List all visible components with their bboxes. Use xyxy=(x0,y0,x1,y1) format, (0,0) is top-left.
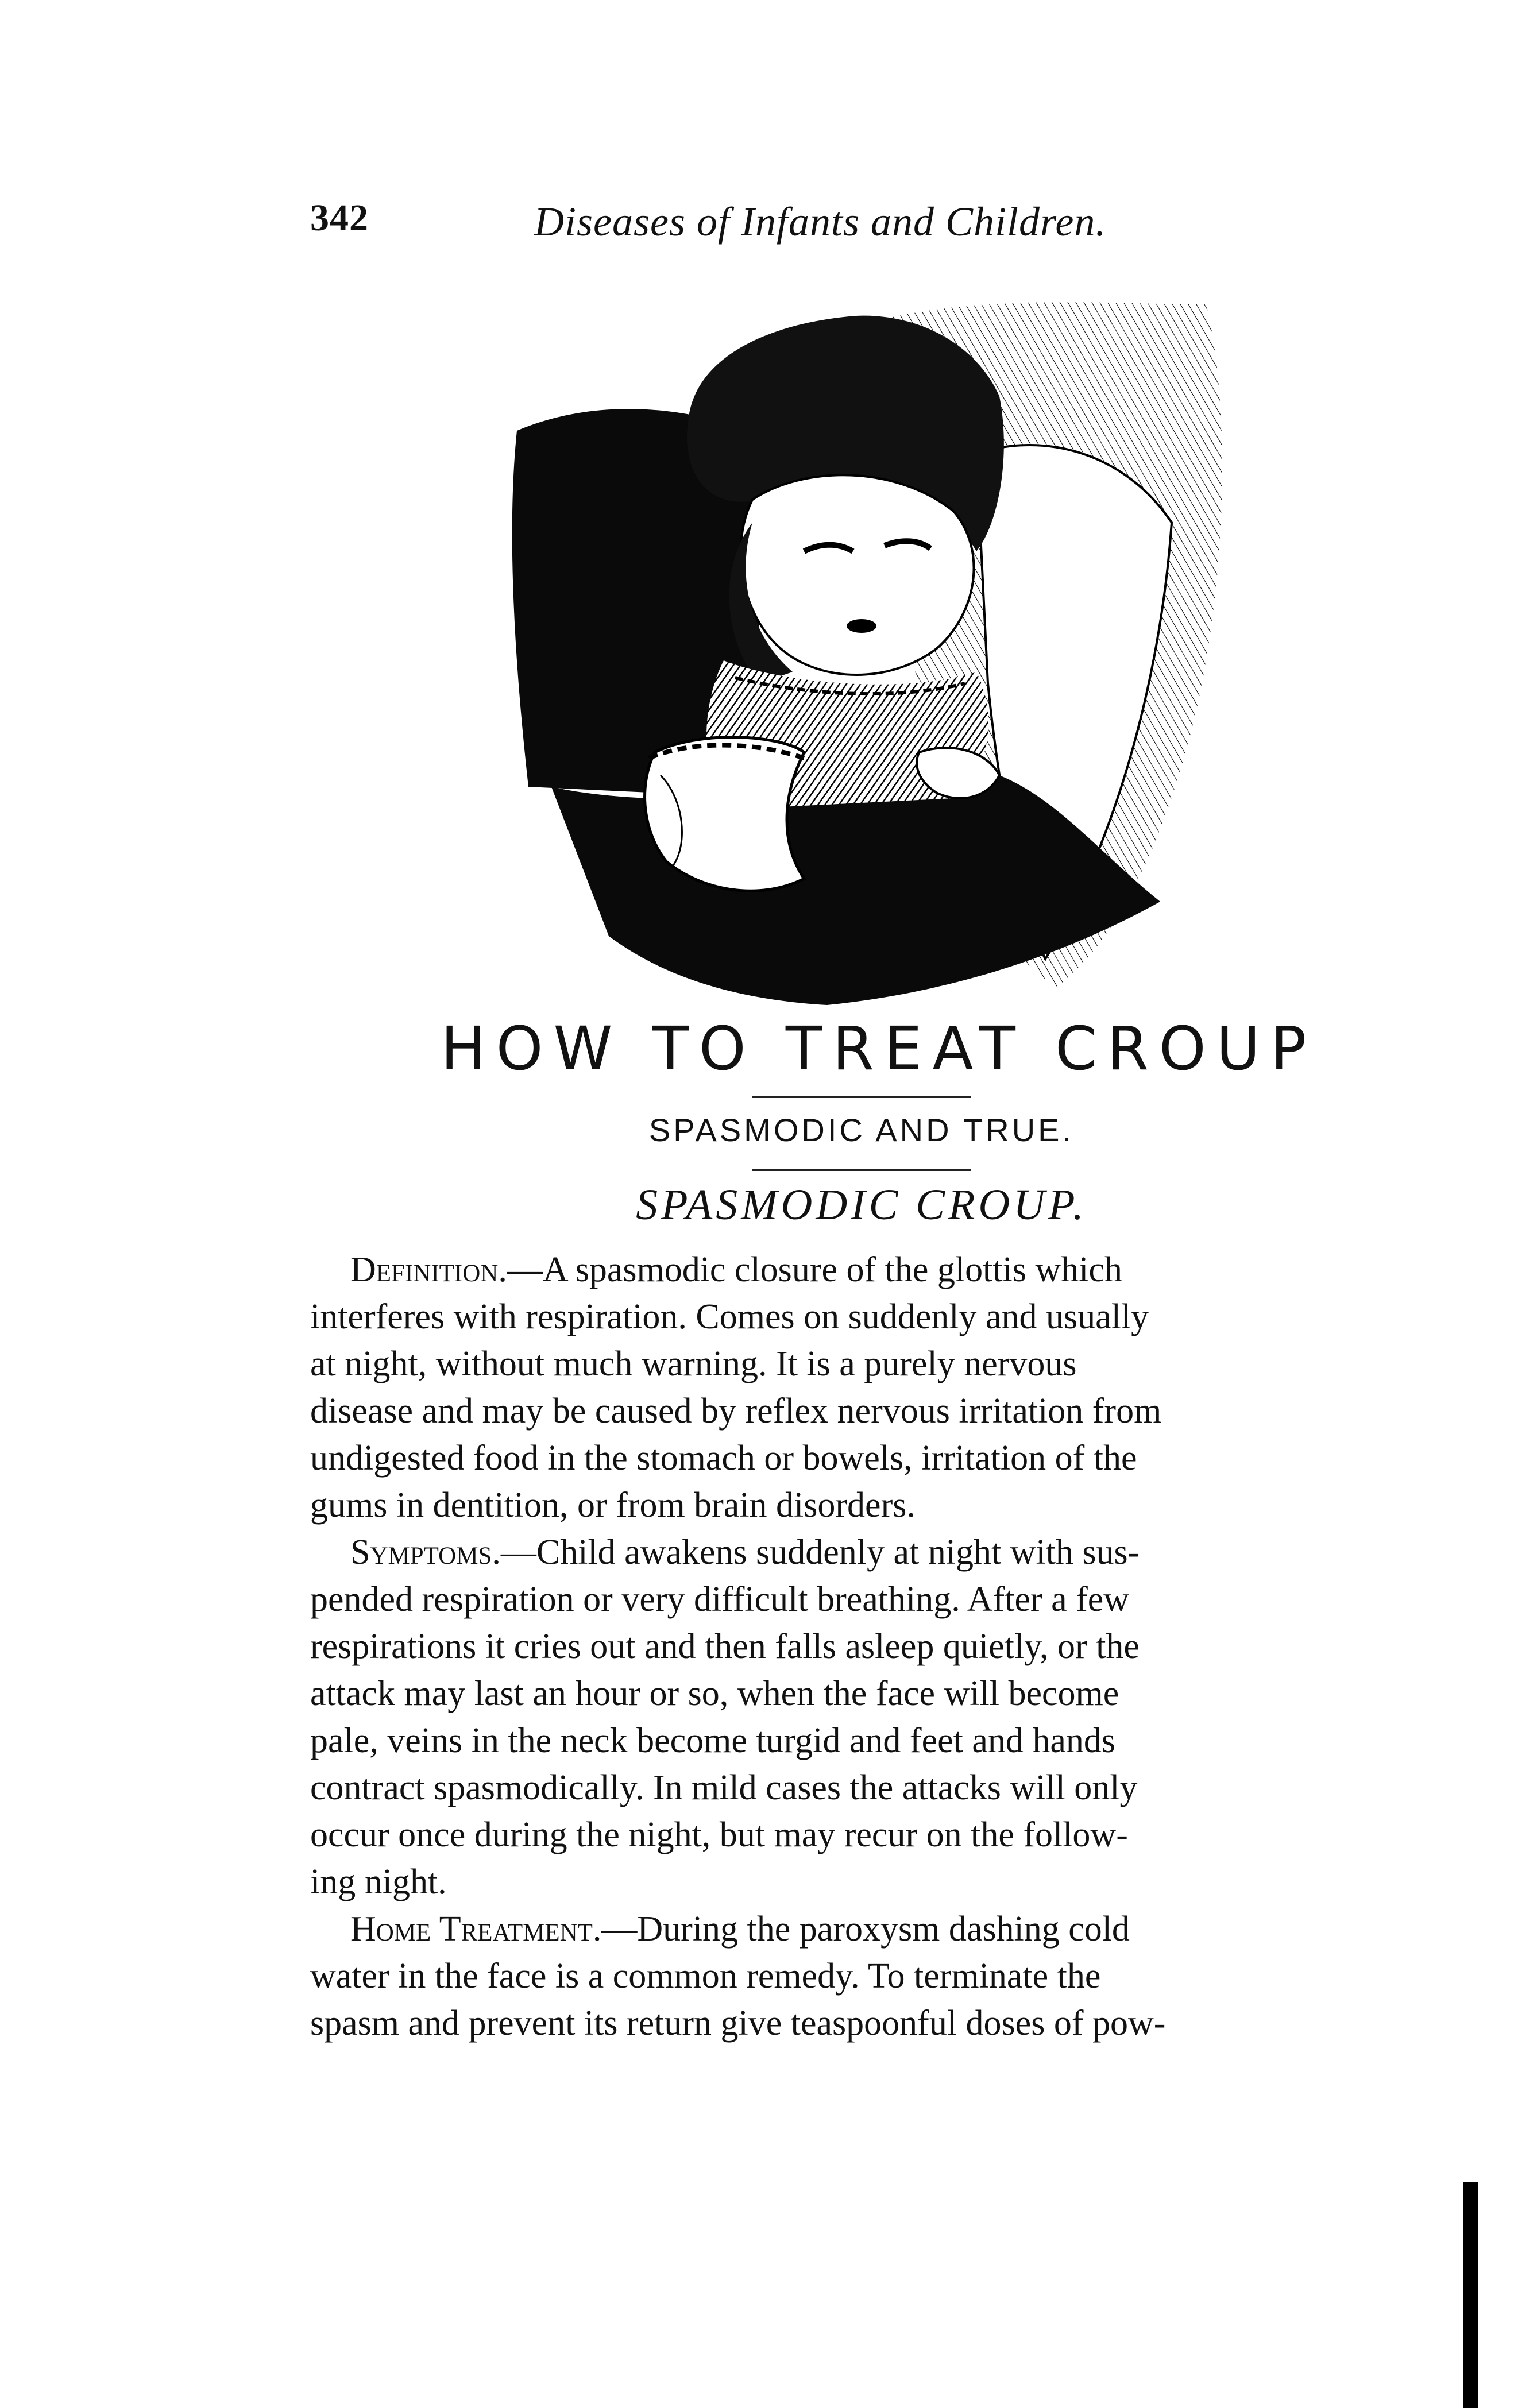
text-line: attack may last an hour or so, when the face will become xyxy=(310,1674,1119,1713)
text-line: gums in dentition, or from brain disorders. xyxy=(310,1486,916,1525)
text-line: respirations it cries out and then falls asleep quietly, or the xyxy=(310,1627,1140,1666)
page-number: 342 xyxy=(310,197,369,239)
title-rule xyxy=(752,1096,971,1098)
scan-edge-mark xyxy=(1463,2182,1478,2408)
subtitle: SPASMODIC AND TRUE. xyxy=(648,1112,1075,1148)
text-line: occur once during the night, but may recur on the follow- xyxy=(310,1815,1128,1854)
line-text: —A spasmodic closure of the glottis which xyxy=(507,1250,1122,1289)
running-head: Diseases of Infants and Children. xyxy=(534,199,1107,245)
sleeping-child-illustration xyxy=(482,281,1269,1028)
line-text: —During the paroxysm dashing cold xyxy=(601,1910,1130,1949)
text-line xyxy=(310,1905,1413,1953)
paragraph-label: Home Treatment. xyxy=(350,1910,602,1949)
text-line: ing night. xyxy=(310,1862,447,1901)
subtitle-rule xyxy=(752,1169,971,1171)
text-line: at night, without much warning. It is a purely nervous xyxy=(310,1344,1077,1383)
text-line xyxy=(310,1529,1413,1576)
paragraph-definition xyxy=(310,1246,1413,1529)
section-title: HOW TO TREAT CROUP xyxy=(441,1014,1317,1084)
text-line: disease and may be caused by reflex nervous irritation from xyxy=(310,1392,1162,1431)
paragraph-home-treatment xyxy=(310,1905,1413,2047)
paragraph-label: Definition. xyxy=(350,1250,507,1289)
body-text xyxy=(310,1246,1413,2047)
text-line: undigested food in the stomach or bowels, irritation of the xyxy=(310,1439,1137,1478)
text-line: pended respiration or very difficult breathing. After a few xyxy=(310,1580,1130,1619)
text-line: pale, veins in the neck become turgid and feet and hands xyxy=(310,1721,1115,1760)
line-text: —Child awakens suddenly at night with sus- xyxy=(500,1533,1140,1572)
text-line: water in the face is a common remedy. To terminate the xyxy=(310,1957,1101,1996)
text-line: interferes with respiration. Comes on suddenly and usually xyxy=(310,1297,1149,1336)
text-line xyxy=(310,1246,1413,1293)
subsection-title: SPASMODIC CROUP. xyxy=(636,1181,1087,1229)
paragraph-label: Symptoms. xyxy=(350,1533,501,1572)
paragraph-symptoms xyxy=(310,1529,1413,1905)
text-line: contract spasmodically. In mild cases the attacks will only xyxy=(310,1768,1138,1807)
text-line: spasm and prevent its return give teaspoonful doses of pow- xyxy=(310,2004,1166,2043)
